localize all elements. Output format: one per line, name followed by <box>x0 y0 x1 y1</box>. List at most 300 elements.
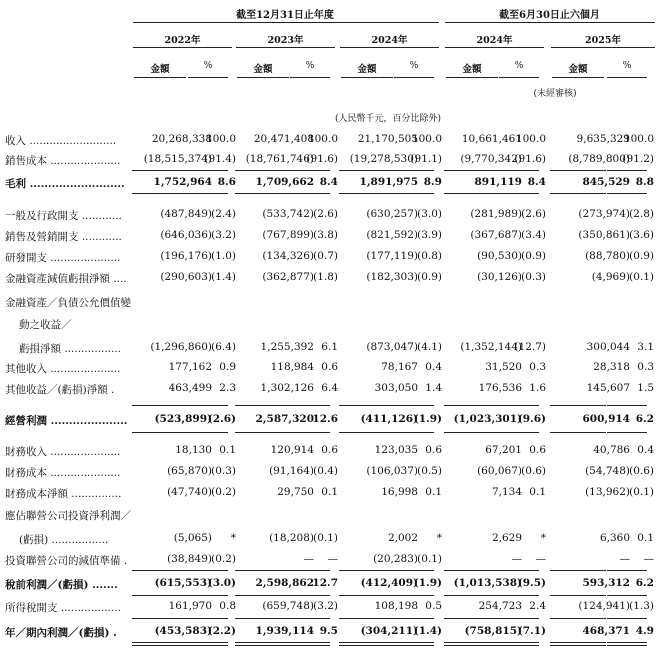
total-double-rule <box>550 642 606 646</box>
cell-amount: (88,780) <box>585 250 630 262</box>
row-label: 銷售及營銷開支 ............ <box>5 231 122 243</box>
cell-amount: (90,530) <box>477 250 522 262</box>
cell-percent: 0.4 <box>637 444 654 456</box>
cell-percent: 0.6 <box>321 361 338 373</box>
cell-amount: 1,255,392 <box>260 341 314 353</box>
cell-amount: (106,037) <box>366 465 418 477</box>
cell-amount: (350,861) <box>578 229 630 241</box>
subtotal-rule <box>499 618 539 619</box>
subtotal-rule <box>339 432 395 433</box>
cell-percent: (0.2) <box>211 553 236 565</box>
cell-amount: 28,318 <box>593 361 630 373</box>
year-rule-2025-6m <box>551 47 655 48</box>
subtotal-rule <box>550 595 606 596</box>
row-label: 應佔聯營公司投資淨利潤／ <box>5 510 131 522</box>
cell-percent: (0.1) <box>313 532 338 544</box>
subtotal-rule <box>394 170 434 171</box>
cell-amount: (1,352,144) <box>460 341 522 353</box>
cell-percent: (1.0) <box>211 250 236 262</box>
header-rule-fy <box>133 22 439 23</box>
cell-amount: (304,211) <box>360 625 418 637</box>
cell-percent: (6.4) <box>211 341 236 353</box>
amount-header: 金額 <box>253 64 273 75</box>
cell-amount: (134,326) <box>262 250 314 262</box>
total-double-rule <box>444 642 500 646</box>
cell-amount: 177,162 <box>168 361 212 373</box>
cell-percent: (91.2) <box>622 153 654 165</box>
cell-amount: 9,635,329 <box>576 133 630 145</box>
row-label: 經營利潤 ..................... <box>5 415 128 427</box>
cell-percent: 8.8 <box>635 176 654 188</box>
cell-percent: 1.6 <box>529 382 546 394</box>
subtotal-rule <box>394 595 434 596</box>
subtotal-rule <box>499 432 539 433</box>
total-double-rule <box>188 642 228 646</box>
subtotal-rule <box>607 170 647 171</box>
subheader-rule <box>341 77 393 78</box>
subtotal-rule <box>290 618 330 619</box>
cell-amount: (758,815) <box>464 625 522 637</box>
cell-amount: 120,914 <box>270 444 314 456</box>
subtotal-rule <box>339 618 395 619</box>
cell-amount: 67,201 <box>485 444 522 456</box>
amount-header: 金額 <box>462 64 482 75</box>
cell-percent: 0.1 <box>637 532 654 544</box>
subtotal-rule <box>339 570 395 571</box>
cell-percent: 100.0 <box>411 133 442 145</box>
subheader-rule <box>188 77 228 78</box>
cell-percent: (0.1) <box>417 553 442 565</box>
subtotal-rule <box>188 570 228 571</box>
cell-percent: 9.5 <box>319 625 338 637</box>
year-2024-6m: 2024年 <box>476 35 513 46</box>
row-label: 其他收益／(虧損)淨額 . <box>5 384 115 396</box>
cell-amount: 20,471,408 <box>253 133 314 145</box>
cell-percent: 0.1 <box>529 486 546 498</box>
cell-amount: 2,598,862 <box>255 577 314 589</box>
subtotal-rule <box>290 595 330 596</box>
cell-amount: 176,536 <box>478 382 522 394</box>
cell-percent: 100.0 <box>205 133 236 145</box>
cell-percent: (2.2) <box>207 625 236 637</box>
subtotal-rule <box>499 170 539 171</box>
subtotal-rule <box>188 193 228 194</box>
cell-amount: — <box>303 553 314 565</box>
cell-amount: 2,002 <box>387 532 418 544</box>
cell-percent: 100.0 <box>307 133 338 145</box>
cell-percent: (0.5) <box>417 465 442 477</box>
total-double-rule <box>607 642 647 646</box>
cell-percent: 0.6 <box>529 444 546 456</box>
amount-header: 金額 <box>357 64 377 75</box>
cell-amount: 600,914 <box>582 413 630 425</box>
cell-percent: (3.2) <box>211 229 236 241</box>
cell-amount: (18,515,374) <box>143 153 212 165</box>
cell-amount: (1,296,860) <box>150 341 212 353</box>
year-rule-2024 <box>340 47 439 48</box>
row-label: 財務成本淨額 ............... <box>5 488 122 500</box>
subtotal-rule <box>339 193 395 194</box>
cell-percent: (0.6) <box>629 465 654 477</box>
cell-amount: (13,962) <box>585 486 630 498</box>
cell-amount: (4,969) <box>591 271 630 283</box>
cell-percent: (2.6) <box>207 413 236 425</box>
cell-amount: 2,587,320 <box>255 413 314 425</box>
year-2025-6m: 2025年 <box>585 35 621 46</box>
row-label: 財務成本 ..................... <box>5 467 121 479</box>
subtotal-rule <box>607 432 647 433</box>
cell-amount: (18,761,746) <box>245 153 314 165</box>
cell-percent: 0.8 <box>219 600 236 612</box>
cell-percent: 0.1 <box>219 444 236 456</box>
cell-percent: 12.6 <box>312 413 338 425</box>
cell-percent: (0.4) <box>313 465 338 477</box>
cell-amount: 118,984 <box>270 361 314 373</box>
cell-percent: (0.6) <box>521 465 546 477</box>
row-label: 稅前利潤／(虧損) ....... <box>5 579 118 591</box>
cell-percent: 0.4 <box>425 361 442 373</box>
subtotal-rule <box>290 405 330 406</box>
cell-percent: (1.4) <box>413 625 442 637</box>
subtotal-rule <box>132 170 188 171</box>
subheader-rule <box>607 77 647 78</box>
cell-percent: 0.9 <box>219 361 236 373</box>
cell-percent: * <box>540 532 546 544</box>
subtotal-rule <box>290 432 330 433</box>
header-rule-6m <box>445 22 655 23</box>
cell-amount: 123,035 <box>374 444 418 456</box>
cell-amount: 254,723 <box>478 600 522 612</box>
cell-amount: 10,661,461 <box>461 133 522 145</box>
percent-header: % <box>622 61 632 71</box>
subtotal-rule <box>444 193 500 194</box>
cell-percent: 2.3 <box>219 382 236 394</box>
cell-amount: (54,748) <box>585 465 630 477</box>
cell-percent: (2.6) <box>521 208 546 220</box>
cell-amount: 891,119 <box>474 176 522 188</box>
row-label: 研發開支 ..................... <box>5 252 121 264</box>
cell-percent: 0.6 <box>425 444 442 456</box>
cell-percent: (0.9) <box>417 271 442 283</box>
cell-amount: (65,870) <box>167 465 212 477</box>
row-label: 投資聯營公司的減值準備 . <box>5 555 128 567</box>
row-label: 金融資產／負債公允價值變 <box>5 297 131 309</box>
subtotal-rule <box>235 432 291 433</box>
subtotal-rule <box>444 570 500 571</box>
subtotal-rule <box>132 570 188 571</box>
cell-amount: 21,170,505 <box>357 133 418 145</box>
cell-percent: (91.6) <box>306 153 338 165</box>
cell-percent: 8.6 <box>217 176 236 188</box>
cell-amount: (8,789,800) <box>568 153 630 165</box>
subheader-rule <box>134 77 186 78</box>
subtotal-rule <box>290 170 330 171</box>
units-note: (人民幣千元，百分比除外) <box>334 114 442 124</box>
subtotal-rule <box>444 432 500 433</box>
cell-amount: (821,592) <box>366 229 418 241</box>
cell-percent: (0.1) <box>629 486 654 498</box>
cell-percent: (2.8) <box>629 208 654 220</box>
year-rule-2022 <box>133 47 232 48</box>
year-2024: 2024年 <box>371 35 408 46</box>
cell-amount: (30,126) <box>477 271 522 283</box>
cell-amount: 20,268,338 <box>151 133 212 145</box>
cell-amount: (9,770,342) <box>460 153 522 165</box>
subtotal-rule <box>394 570 434 571</box>
cell-percent: * <box>436 532 442 544</box>
cell-percent: (2.6) <box>313 208 338 220</box>
cell-percent: 2.4 <box>529 600 546 612</box>
percent-header: % <box>203 61 213 71</box>
cell-percent: (0.8) <box>417 250 442 262</box>
subtotal-rule <box>290 570 330 571</box>
cell-percent: (3.4) <box>521 229 546 241</box>
total-double-rule <box>339 642 395 646</box>
subtotal-rule <box>235 618 291 619</box>
cell-percent: (0.2) <box>211 486 236 498</box>
subtotal-rule <box>235 193 291 194</box>
cell-percent: 4.9 <box>635 625 654 637</box>
row-label: 毛利 .......................... <box>5 178 125 190</box>
cell-percent: 3.1 <box>637 341 654 353</box>
total-double-rule <box>394 642 434 646</box>
cell-percent: 1.4 <box>425 382 442 394</box>
cell-amount: 593,312 <box>582 577 630 589</box>
cell-percent: (1.8) <box>313 271 338 283</box>
cell-percent: (0.9) <box>629 250 654 262</box>
subtotal-rule <box>235 170 291 171</box>
cell-amount: (367,687) <box>470 229 522 241</box>
cell-amount: (362,877) <box>262 271 314 283</box>
cell-amount: 31,520 <box>485 361 522 373</box>
cell-amount: 6,360 <box>599 532 630 544</box>
cell-percent: (9.6) <box>517 413 546 425</box>
subtotal-rule <box>607 570 647 571</box>
cell-amount: (60,067) <box>477 465 522 477</box>
subtotal-rule <box>235 570 291 571</box>
row-label: 年／期內利潤／(虧損) . <box>5 627 117 639</box>
subtotal-rule <box>550 193 606 194</box>
cell-percent: 0.1 <box>425 486 442 498</box>
cell-amount: (47,740) <box>167 486 212 498</box>
cell-amount: 108,198 <box>374 600 418 612</box>
cell-percent: (0.3) <box>211 465 236 477</box>
subtotal-rule <box>132 432 188 433</box>
cell-percent: — <box>327 553 338 565</box>
year-2022: 2022年 <box>164 35 201 46</box>
cell-amount: (5,065) <box>173 532 212 544</box>
subtotal-rule <box>188 595 228 596</box>
cell-amount: 845,529 <box>582 176 630 188</box>
cell-percent: (91.6) <box>514 153 546 165</box>
cell-percent: 6.2 <box>635 413 654 425</box>
subtotal-rule <box>290 193 330 194</box>
cell-amount: (1,013,538) <box>453 577 522 589</box>
amount-header: 金額 <box>568 64 588 75</box>
cell-amount: (533,742) <box>262 208 314 220</box>
row-label: 動之收益／ <box>19 319 72 331</box>
cell-percent: (91.4) <box>204 153 236 165</box>
cell-percent: (0.3) <box>521 271 546 283</box>
cell-amount: (196,176) <box>160 250 212 262</box>
cell-amount: 145,607 <box>586 382 630 394</box>
cell-amount: 40,786 <box>593 444 630 456</box>
cell-percent: — <box>535 553 546 565</box>
cell-percent: 1.5 <box>637 382 654 394</box>
cell-percent: (12.7) <box>514 341 546 353</box>
subtotal-rule <box>444 618 500 619</box>
cell-amount: (453,583) <box>154 625 212 637</box>
cell-amount: (767,899) <box>262 229 314 241</box>
row-label: (虧損) ................. <box>19 534 109 546</box>
cell-amount: (290,603) <box>160 271 212 283</box>
cell-percent: (3.8) <box>313 229 338 241</box>
cell-percent: 8.4 <box>527 176 546 188</box>
subtotal-rule <box>550 170 606 171</box>
cell-amount: (91,164) <box>269 465 314 477</box>
cell-percent: (0.1) <box>629 271 654 283</box>
cell-amount: 161,970 <box>168 600 212 612</box>
cell-amount: 1,939,114 <box>255 625 314 637</box>
year-2023: 2023年 <box>267 35 304 46</box>
row-label: 其他收入 ..................... <box>5 363 121 375</box>
cell-percent: 0.3 <box>637 361 654 373</box>
cell-percent: 100.0 <box>623 133 654 145</box>
subtotal-rule <box>499 405 539 406</box>
cell-percent: (0.7) <box>313 250 338 262</box>
total-double-rule <box>235 642 291 646</box>
subtotal-rule <box>394 618 434 619</box>
cell-amount: (19,278,530) <box>349 153 418 165</box>
cell-percent: 12.7 <box>312 577 338 589</box>
subtotal-rule <box>394 193 434 194</box>
cell-percent: (3.6) <box>629 229 654 241</box>
cell-amount: 468,371 <box>582 625 630 637</box>
year-rule-2024-6m <box>445 47 544 48</box>
cell-percent: 0.6 <box>321 444 338 456</box>
subtotal-rule <box>444 595 500 596</box>
cell-percent: (3.0) <box>417 208 442 220</box>
subtotal-rule <box>444 170 500 171</box>
cell-amount: 463,499 <box>168 382 212 394</box>
subtotal-rule <box>607 193 647 194</box>
cell-amount: (659,748) <box>262 600 314 612</box>
cell-percent: * <box>230 532 236 544</box>
percent-header: % <box>514 61 524 71</box>
cell-percent: 100.0 <box>515 133 546 145</box>
cell-amount: (487,849) <box>160 208 212 220</box>
row-label: 銷售成本 ..................... <box>5 155 121 167</box>
cell-percent: (9.5) <box>517 577 546 589</box>
cell-amount: (20,283) <box>373 553 418 565</box>
cell-amount: (273,974) <box>578 208 630 220</box>
cell-amount: (124,941) <box>578 600 630 612</box>
cell-percent: 8.9 <box>423 176 442 188</box>
cell-amount: (177,119) <box>366 250 418 262</box>
cell-amount: 1,302,126 <box>260 382 314 394</box>
subtotal-rule <box>339 405 395 406</box>
year-rule-2023 <box>236 47 335 48</box>
row-label: 一般及行政開支 ............ <box>5 210 122 222</box>
cell-percent: (1.9) <box>413 413 442 425</box>
cell-amount: 303,050 <box>374 382 418 394</box>
cell-amount: 29,750 <box>277 486 314 498</box>
subtotal-rule <box>132 595 188 596</box>
subtotal-rule <box>188 405 228 406</box>
subtotal-rule <box>607 618 647 619</box>
subtotal-rule <box>339 170 395 171</box>
subtotal-rule <box>550 618 606 619</box>
subheader-rule <box>552 77 604 78</box>
cell-percent: (2.4) <box>211 208 236 220</box>
cell-amount: — <box>511 553 522 565</box>
cell-percent: (3.0) <box>207 577 236 589</box>
subtotal-rule <box>188 432 228 433</box>
cell-percent: 0.1 <box>321 486 338 498</box>
cell-amount: (281,989) <box>470 208 522 220</box>
cell-amount: (873,047) <box>366 341 418 353</box>
cell-amount: 16,998 <box>381 486 418 498</box>
percent-header: % <box>305 61 315 71</box>
cell-amount: 78,167 <box>381 361 418 373</box>
cell-amount: (411,126) <box>360 413 418 425</box>
subtotal-rule <box>499 193 539 194</box>
total-double-rule <box>499 642 539 646</box>
row-label: 收入 .......................... <box>5 135 117 147</box>
subtotal-rule <box>550 432 606 433</box>
cell-amount: 1,752,964 <box>153 176 212 188</box>
subtotal-rule <box>444 405 500 406</box>
subheader-rule <box>499 77 539 78</box>
subtotal-rule <box>235 595 291 596</box>
cell-percent: (4.1) <box>417 341 442 353</box>
cell-amount: (38,849) <box>167 553 212 565</box>
unaudited-note: (未經審核) <box>533 89 577 99</box>
cell-amount: (523,899) <box>154 413 212 425</box>
cell-percent: (7.1) <box>517 625 546 637</box>
subtotal-rule <box>607 405 647 406</box>
row-label: 金融資產減值虧損淨額 .... <box>5 273 127 285</box>
cell-percent: (1.9) <box>413 577 442 589</box>
cell-percent: 0.3 <box>529 361 546 373</box>
cell-amount: (615,553) <box>154 577 212 589</box>
cell-percent: (1.4) <box>211 271 236 283</box>
cell-percent: (3.9) <box>417 229 442 241</box>
subheader-rule <box>446 77 498 78</box>
cell-percent: 8.4 <box>319 176 338 188</box>
subtotal-rule <box>188 170 228 171</box>
cell-amount: 1,709,662 <box>255 176 314 188</box>
subtotal-rule <box>550 405 606 406</box>
header-six-month-group: 截至6月30日止六個月 <box>499 10 600 21</box>
cell-amount: 1,891,975 <box>359 176 418 188</box>
percent-header: % <box>409 61 419 71</box>
cell-amount: (646,036) <box>160 229 212 241</box>
cell-amount: 2,629 <box>491 532 522 544</box>
cell-amount: 7,134 <box>491 486 522 498</box>
subtotal-rule <box>188 618 228 619</box>
total-double-rule <box>132 642 188 646</box>
header-fiscal-year-group: 截至12月31日止年度 <box>236 10 334 21</box>
subtotal-rule <box>132 618 188 619</box>
subtotal-rule <box>132 193 188 194</box>
cell-percent: 6.1 <box>321 341 338 353</box>
cell-amount: (630,257) <box>366 208 418 220</box>
total-double-rule <box>290 642 330 646</box>
subtotal-rule <box>607 595 647 596</box>
cell-amount: 300,044 <box>586 341 630 353</box>
subheader-rule <box>237 77 289 78</box>
